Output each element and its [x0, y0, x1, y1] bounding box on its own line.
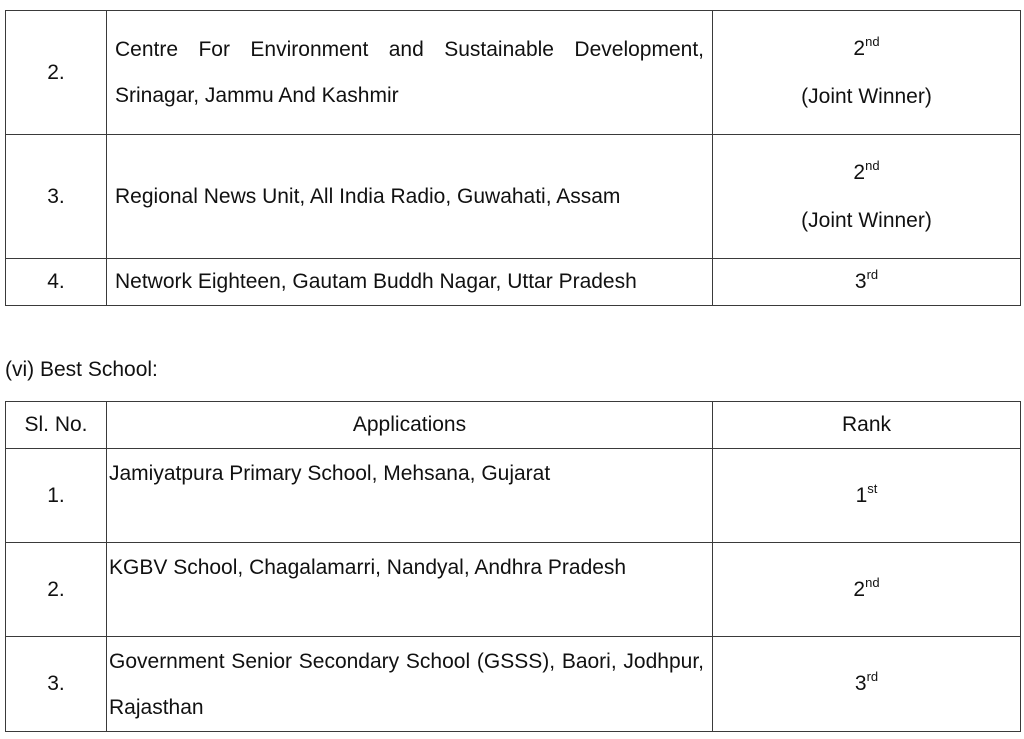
header-sl-no: Sl. No. [6, 402, 107, 449]
table-header-row [6, 402, 1021, 449]
rank-cell [713, 543, 1021, 637]
awards-table-continued [5, 10, 1021, 306]
table-row [6, 543, 1021, 637]
best-school-table [5, 401, 1021, 732]
rank-suffix: st [867, 480, 878, 496]
table-row [6, 259, 1021, 306]
rank-cell [713, 11, 1021, 135]
joint-winner-note: (Joint Winner) [801, 208, 932, 232]
serial-number: 4. [6, 259, 107, 306]
header-applications: Applications [107, 402, 713, 449]
rank-suffix: nd [865, 33, 880, 49]
rank-number: 1 [855, 483, 868, 507]
rank-number: 2 [853, 160, 866, 184]
rank-number: 2 [853, 36, 866, 60]
serial-number: 1. [6, 449, 107, 543]
table-row [6, 449, 1021, 543]
serial-number: 2. [6, 11, 107, 135]
application-name: KGBV School, Chagalamarri, Nandyal, Andhra Pradesh [107, 543, 713, 637]
serial-number: 3. [6, 637, 107, 732]
application-name: Regional News Unit, All India Radio, Guwahati, Assam [107, 135, 713, 259]
rank-suffix: rd [866, 669, 879, 684]
rank-number: 2 [853, 577, 866, 601]
rank-number: 3 [854, 270, 867, 293]
application-name: Centre For Environment and Sustainable Development, Srinagar, Jammu And Kashmir [107, 11, 713, 135]
table-row [6, 637, 1021, 732]
rank-cell [713, 637, 1021, 732]
rank-suffix: nd [865, 574, 880, 590]
serial-number: 2. [6, 543, 107, 637]
joint-winner-note: (Joint Winner) [801, 84, 932, 108]
serial-number: 3. [6, 135, 107, 259]
application-name: Jamiyatpura Primary School, Mehsana, Gujarat [107, 449, 713, 543]
rank-suffix: nd [865, 157, 880, 173]
rank-cell [713, 135, 1021, 259]
application-name: Network Eighteen, Gautam Buddh Nagar, Uttar Pradesh [107, 259, 713, 306]
rank-cell [713, 259, 1021, 306]
header-rank: Rank [713, 402, 1021, 449]
table-row [6, 135, 1021, 259]
rank-suffix: rd [866, 267, 879, 282]
rank-cell [713, 449, 1021, 543]
rank-number: 3 [854, 672, 867, 695]
application-name: Government Senior Secondary School (GSSS), Baori, Jodhpur, Rajasthan [107, 637, 713, 732]
table-row [6, 11, 1021, 135]
section-heading: (vi) Best School: [5, 358, 158, 381]
